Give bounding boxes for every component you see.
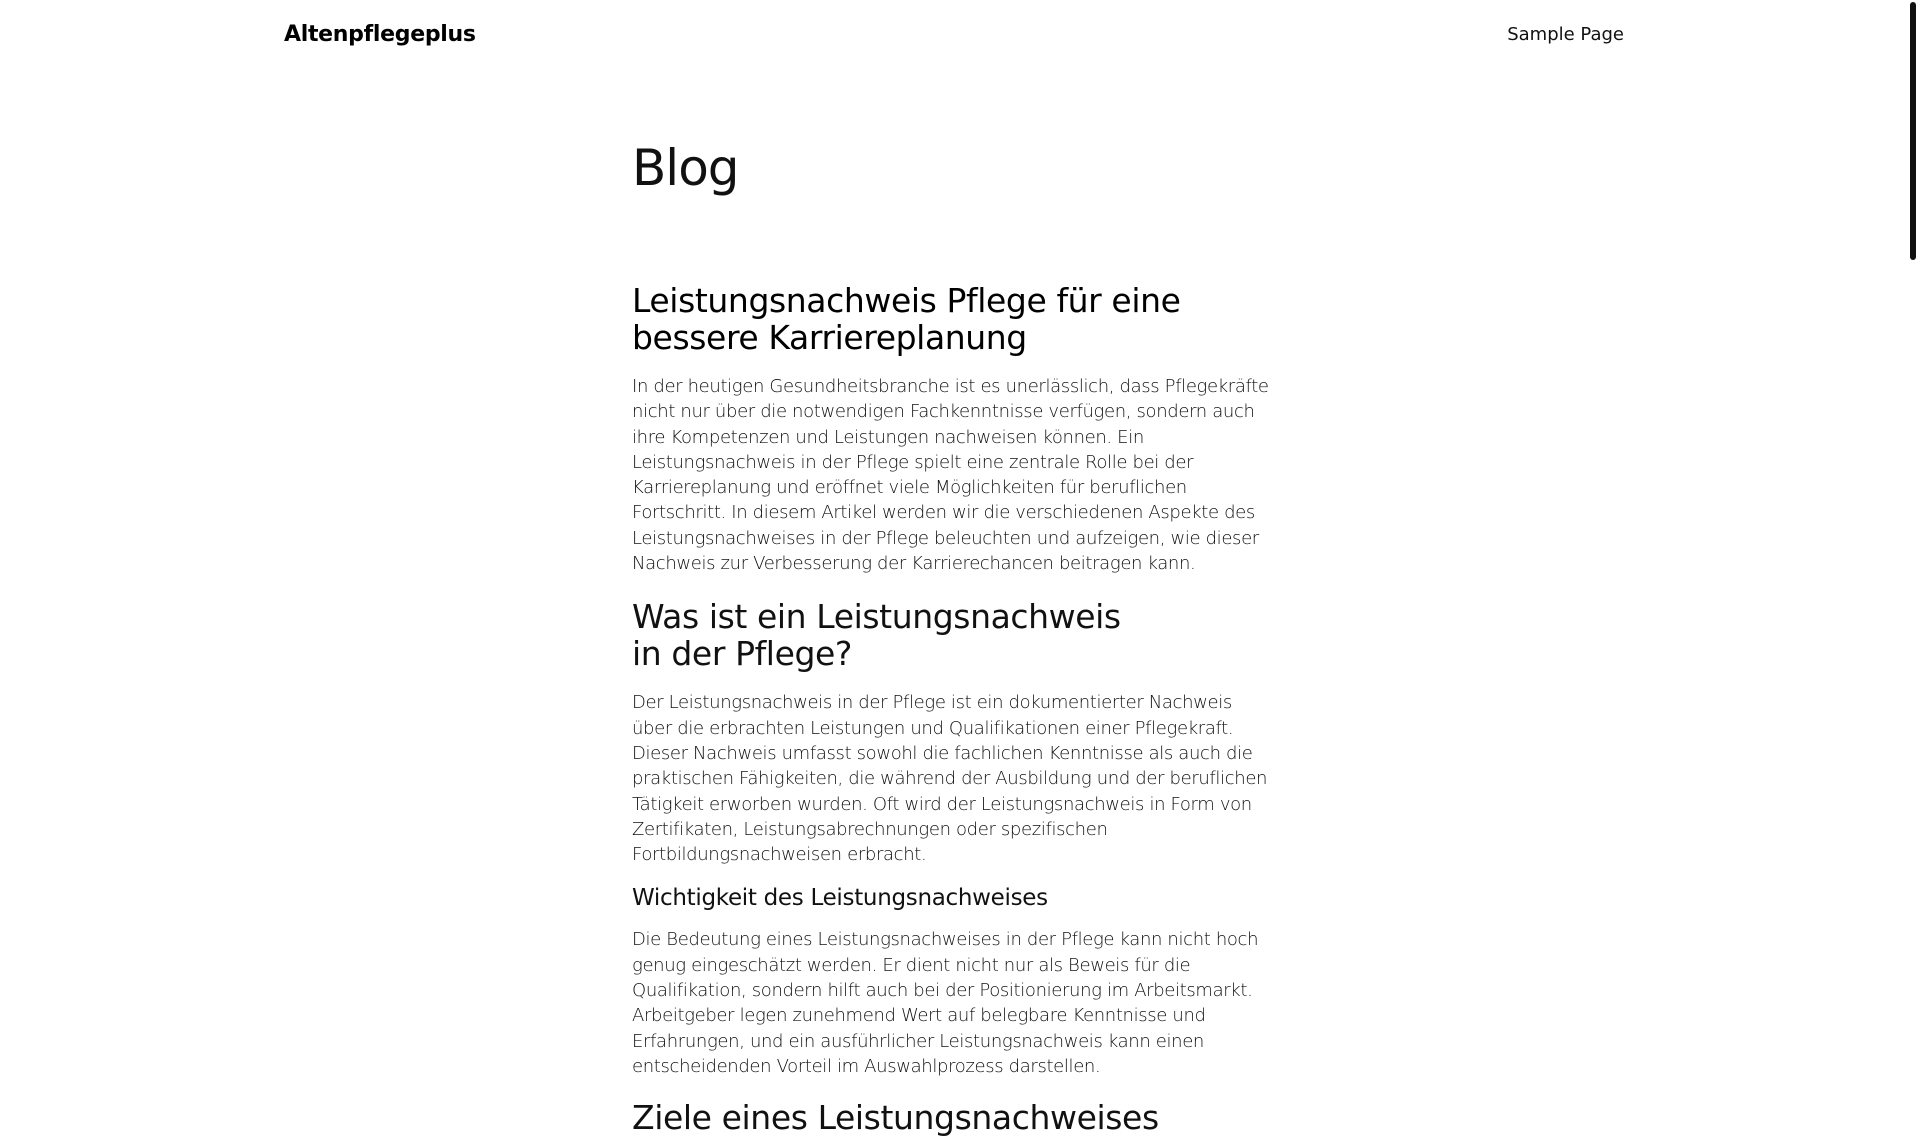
post-intro-paragraph: In der heutigen Gesundheitsbranche ist es unerlässlich, dass Pflegekräfte nicht nur über die notwendigen Fachkenntnisse verfügen, sondern auch ihre Kompetenzen und Leistungen nachweisen können. Ein Leistungsnachweis in der Pflege spielt eine zentrale Rolle bei der Karriereplanung und eröffnet viele Möglichkeiten für beruflichen Fortschritt. In diesem Artikel werden wir die verschiedenen Aspekte des Leistungsnachweises in der Pflege beleuchten und aufzeigen, wie dieser Nachweis zur Verbesserung der Karrierechancen beitragen kann. [632,376,1269,575]
main-content [632,134,1272,1136]
site-title-link[interactable]: Altenpflegeplus [284,22,476,47]
site-header [0,0,1900,70]
main-navigation [1507,22,1624,48]
page-scrollbar[interactable] [1900,0,1920,1080]
post-title-link[interactable]: Leistungsnachweis Pflege für eine bessere Karriereplanung [632,281,1181,357]
subsection-heading-importance: Wichtigkeit des Leistungsnachweises [632,885,1048,912]
section-heading-what-is: Was ist ein Leistungsnachweis in der Pflege? [632,597,1121,674]
page-title: Blog [632,139,739,197]
section-heading-goals: Ziele eines Leistungsnachweises [632,1098,1159,1137]
nav-item-sample-page[interactable]: Sample Page [1507,24,1624,45]
section-paragraph-what-is: Der Leistungsnachweis in der Pflege ist ein dokumentierter Nachweis über die erbrachten Leistungen und Qualifikationen einer Pflegekraft. Dieser Nachweis umfasst sowohl die fachlichen Kenntnisse als auch die praktischen Fähigkeiten, die während der Ausbildung und der beruflichen Tätigkeit erworben wurden. Oft wird der Leistungsnachweis in Form von Zertifikaten, Leistungsabrechnungen oder spezifischen Fortbildungsnachweisen erbracht. [632,692,1268,866]
subsection-paragraph-importance: Die Bedeutung eines Leistungsnachweises in der Pflege kann nicht hoch genug eingeschätzt werden. Er dient nicht nur als Beweis für die Qualifikation, sondern hilft auch bei der Positionierung im Arbeitsmarkt. Arbeitgeber legen zunehmend Wert auf belegbare Kenntnisse und Erfahrungen, und ein ausführlicher Leistungsnachweis kann einen entscheidenden Vorteil im Auswahlprozess darstellen. [632,929,1259,1077]
scrollbar-thumb[interactable] [1910,2,1916,260]
post-title [632,282,1272,356]
